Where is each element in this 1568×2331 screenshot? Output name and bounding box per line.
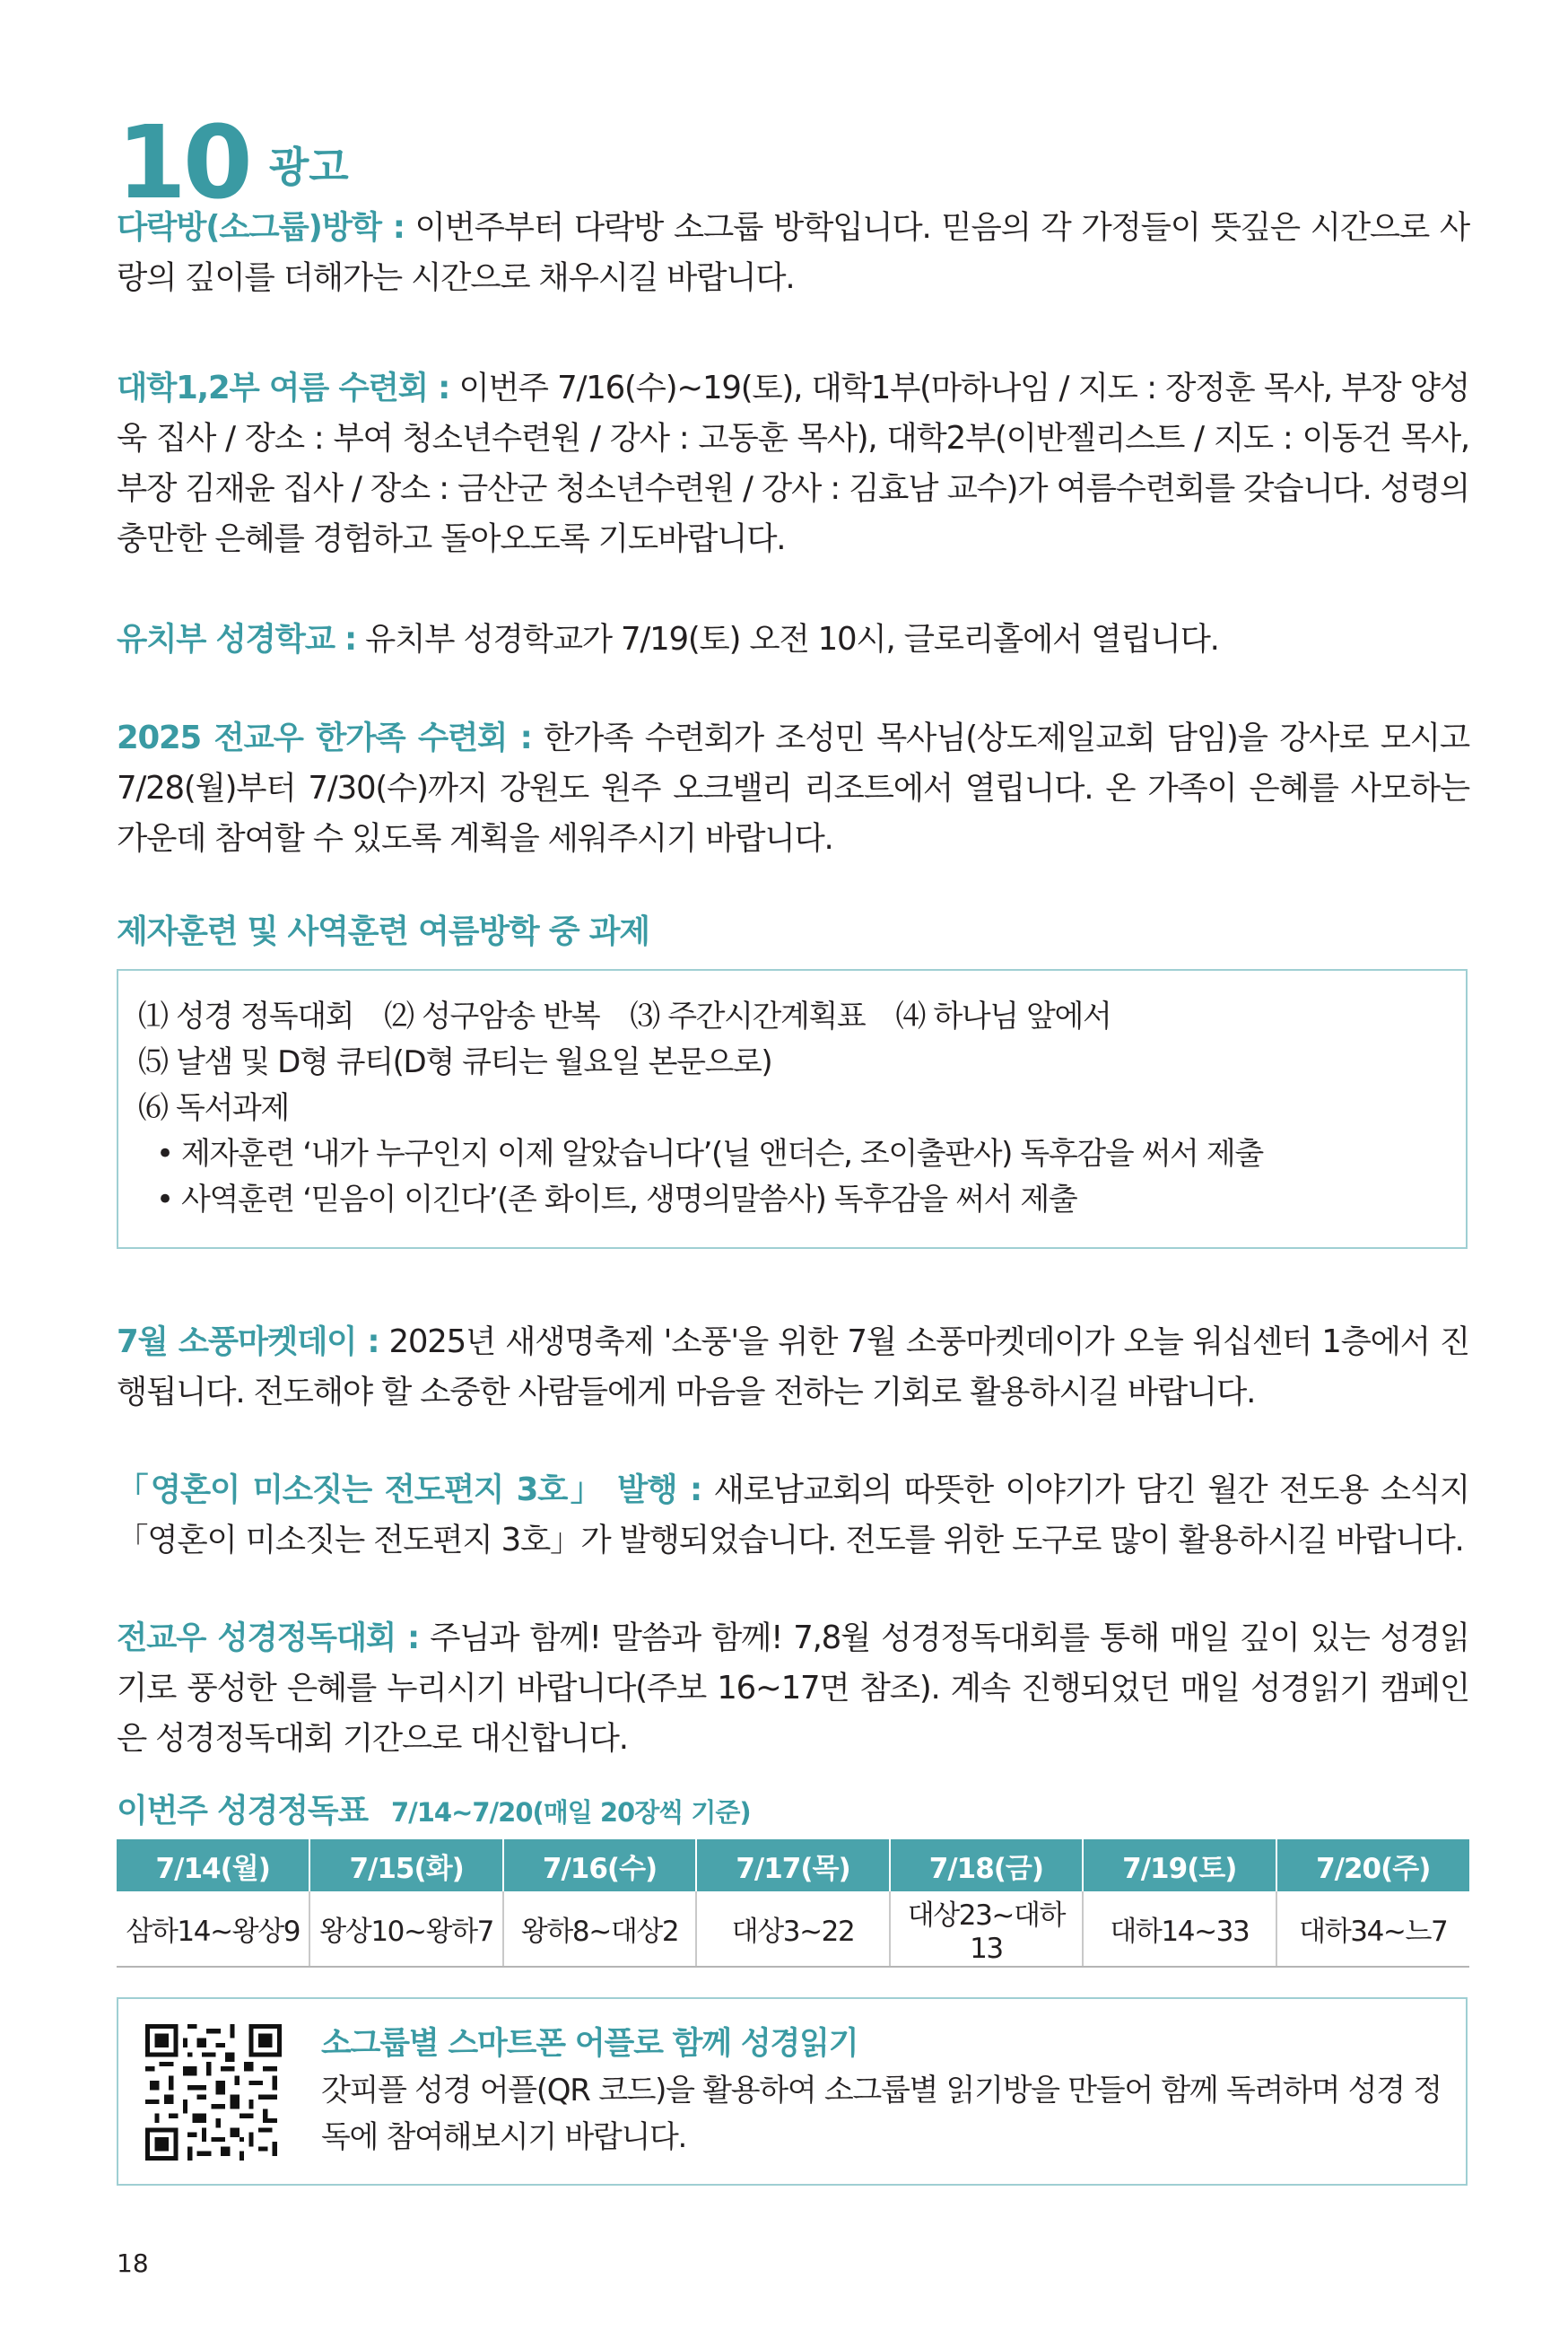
reading-assignment-disciple: • 제자훈련 ‘내가 누구인지 이제 알았습니다’(닐 앤더슨, 조이출판사) 독후감을 써서 제출 [156, 1136, 1263, 1172]
notice-heading: 「영혼이 미소짓는 전도편지 3호」 발행 : [117, 1471, 701, 1508]
notice-heading: 다락방(소그룹)방학 : [117, 209, 405, 246]
day-header: 7/16(수) [503, 1839, 696, 1891]
notice-body: 이번주 7/16(수)~19(토), 대학1부(마하나임 / 지도 : 장정훈 목사, 부장 양성욱 집사 / 장소 : 부여 청소년수련원 / 강사 : 고동훈 목사), 대학2부(이반젤리스트 / 지도 : 이동건 목사, 부장 김재윤 집사 / 장소 : 금산군 청소년수련원 / 강사 : 김효남 교수)가 여름수련회를 갖습니다. 성령의 충만한 은혜를 경험하고 돌아오도록 기도바랍니다. [117, 370, 1469, 557]
notice-kindergarten-vbs [117, 615, 1469, 665]
passage-cell: 대하34~느7 [1276, 1891, 1469, 1967]
training-items-row [138, 994, 1466, 1040]
notice-heading: 유치부 성경학교 : [117, 621, 356, 658]
notice-market-day [117, 1317, 1469, 1418]
bible-app-box [117, 1997, 1468, 2186]
notice-body: 한가족 수련회가 조성민 목사님(상도제일교회 담임)을 강사로 모시고 7/28(월)부터 7/30(수)까지 강원도 원주 오크밸리 리조트에서 열립니다. 온 가족이 은혜를 사모하는 가운데 참여할 수 있도록 계획을 세워주시기 바랍니다. [117, 720, 1469, 857]
training-item: ⑵ 성구암송 반복 [384, 999, 600, 1035]
notice-heading: 전교우 성경정독대회 : [117, 1619, 420, 1656]
passage-cell: 왕상10~왕하7 [309, 1891, 502, 1967]
notice-college-retreat [117, 363, 1469, 564]
notice-evangelism-letter [117, 1465, 1469, 1566]
training-item: ⑷ 하나님 앞에서 [895, 999, 1111, 1035]
notice-heading: 2025 전교우 한가족 수련회 : [117, 720, 532, 756]
section-title: 광고 [268, 143, 349, 191]
notice-small-group [117, 203, 1469, 303]
section-header [117, 105, 349, 222]
qr-code-icon[interactable] [145, 2024, 282, 2161]
passage-cell: 대하14~33 [1083, 1891, 1276, 1967]
training-item: ⑹ 독서과제 [138, 1090, 289, 1126]
passage-cell: 왕하8~대상2 [503, 1891, 696, 1967]
reading-assignment-ministry: • 사역훈련 ‘믿음이 이긴다’(존 화이트, 생명의말씀사) 독후감을 써서 제출 [156, 1182, 1077, 1218]
day-header: 7/18(금) [890, 1839, 1083, 1891]
notice-family-retreat [117, 713, 1469, 864]
table-header-row [117, 1839, 1469, 1891]
notice-body: 주님과 함께! 말씀과 함께! 7,8월 성경정독대회를 통해 매일 깊이 있는 성경읽기로 풍성한 은혜를 누리시기 바랍니다(주보 16~17면 참조). 계속 진행되었던 매일 성경읽기 캠페인은 성경정독대회 기간으로 대신합니다. [117, 1619, 1469, 1757]
notice-bible-reading-contest [117, 1613, 1469, 1764]
reading-schedule-table [117, 1839, 1469, 1968]
passage-cell: 대상3~22 [696, 1891, 889, 1967]
day-header: 7/14(월) [117, 1839, 309, 1891]
training-title: 제자훈련 및 사역훈련 여름방학 중 과제 [117, 913, 649, 950]
notice-body: 2025년 새생명축제 '소풍'을 위한 7월 소풍마켓데이가 오늘 워십센터 1층에서 진행됩니다. 전도해야 할 소중한 사람들에게 마음을 전하는 기회로 활용하시길 바랍니다. [117, 1323, 1470, 1410]
app-box-title: 소그룹별 스마트폰 어플로 함께 성경읽기 [321, 2026, 858, 2062]
day-header: 7/17(목) [696, 1839, 889, 1891]
day-header: 7/15(화) [309, 1839, 502, 1891]
page-number: 18 [117, 2248, 149, 2278]
passage-cell: 삼하14~왕상9 [117, 1891, 309, 1967]
notice-body: 이번주부터 다락방 소그룹 방학입니다. 믿음의 각 가정들이 뜻깊은 시간으로 사랑의 깊이를 더해가는 시간으로 채우시길 바랍니다. [117, 209, 1470, 296]
day-header: 7/20(주) [1276, 1839, 1469, 1891]
table-row [117, 1891, 1469, 1967]
reading-range: 7/14~7/20(매일 20장씩 기준) [390, 1797, 751, 1828]
notice-body: 유치부 성경학교가 7/19(토) 오전 10시, 글로리홀에서 열립니다. [355, 621, 1219, 658]
training-item: ⑴ 성경 정독대회 [138, 999, 354, 1035]
passage-cell: 대상23~대하13 [890, 1891, 1083, 1967]
section-number: 10 [117, 105, 249, 222]
training-box [117, 969, 1468, 1249]
reading-schedule-title [117, 1785, 751, 1831]
app-box-description: 갓피플 성경 어플(QR 코드)을 활용하여 소그룹별 읽기방을 만들어 함께 독려하며 성경 정독에 참여해보시기 바랍니다. [321, 2073, 1442, 2155]
notice-body: 새로남교회의 따뜻한 이야기가 담긴 월간 전도용 소식지 「영혼이 미소짓는 전도편지 3호」가 발행되었습니다. 전도를 위한 도구로 많이 활용하시길 바랍니다. [117, 1471, 1469, 1558]
training-item: ⑶ 주간시간계획표 [630, 999, 866, 1035]
reading-title: 이번주 성경정독표 [117, 1793, 368, 1829]
notice-heading: 대학1,2부 여름 수련회 : [117, 370, 450, 406]
day-header: 7/19(토) [1083, 1839, 1276, 1891]
notice-heading: 7월 소풍마켓데이 : [117, 1323, 379, 1360]
training-item: ⑸ 날샘 및 D형 큐티(D형 큐티는 월요일 본문으로) [138, 1044, 772, 1080]
